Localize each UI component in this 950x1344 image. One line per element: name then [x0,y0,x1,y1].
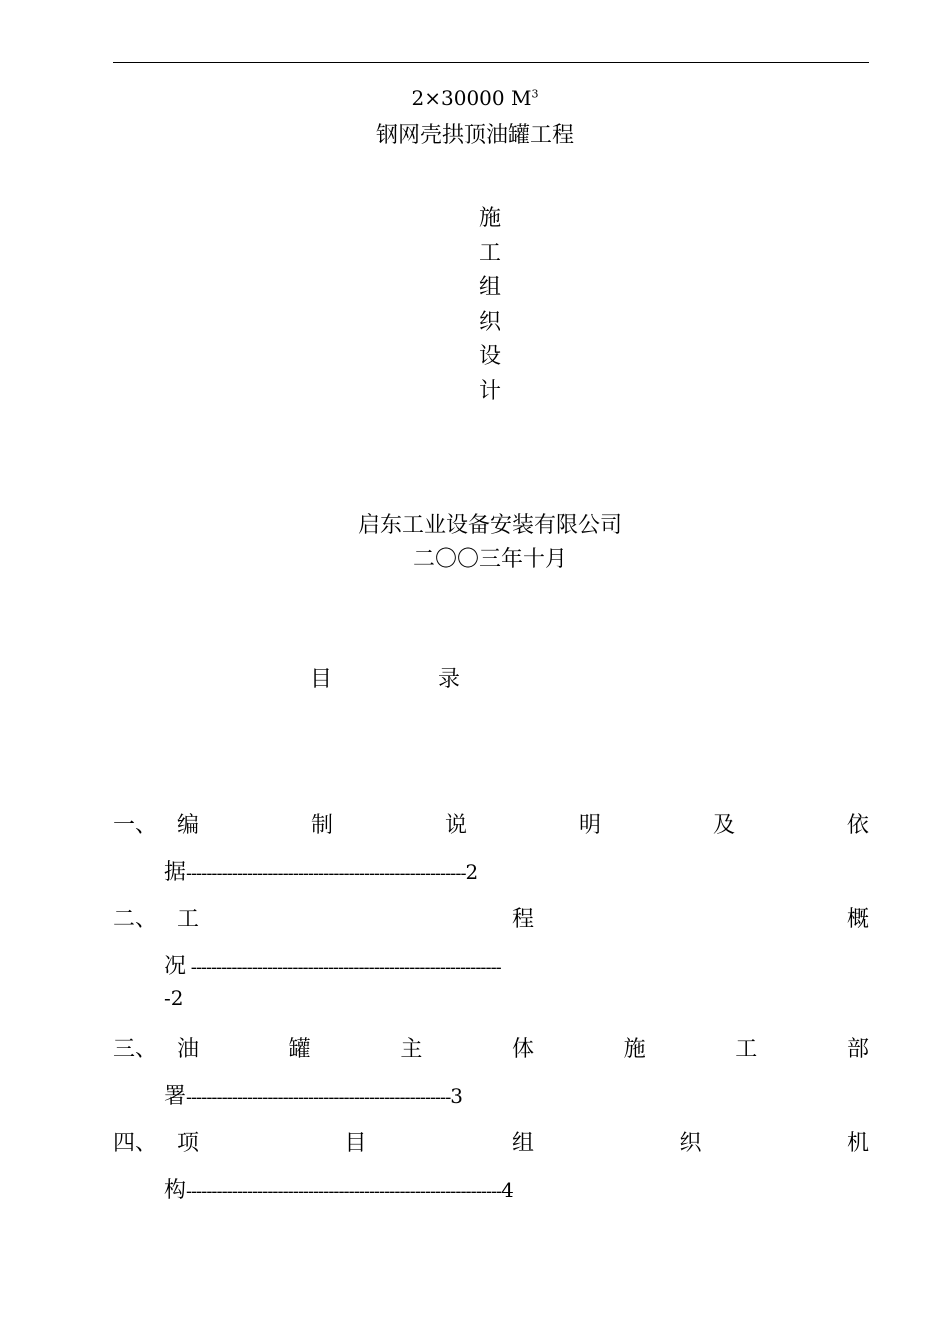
toc-entry-number: 三、 [113,1036,158,1062]
toc-entry-char: 概 [846,906,869,932]
toc-leader: -------------------------------------------------------------- [186,1181,502,1202]
toc-entry-char: 目 [344,1130,367,1156]
toc-leader: ------------------------------------------------------- [186,863,466,884]
toc-entry-1 [113,808,869,838]
toc-entry-char: 主 [400,1036,423,1062]
toc-entry-char: 油 [177,1036,200,1062]
project-title: 钢网壳拱顶油罐工程 [375,123,574,148]
doc-type-char: 工 [478,240,501,266]
toc-entry-char: 体 [511,1036,534,1062]
toc-entry-char: 组 [511,1130,534,1156]
toc-entry-char: 编 [177,812,200,838]
toc-entry-char: 罐 [288,1036,311,1062]
toc-entry-head [113,808,199,839]
toc-entry-4 [113,1126,869,1156]
toc-entry-4-continuation [164,1173,514,1204]
toc-entry-char: 工 [735,1036,758,1062]
toc-entry-char: 织 [679,1130,702,1156]
toc-entry-head [113,1032,199,1063]
toc-entry-cont-char: 据 [164,860,187,885]
toc-entry-number: 一、 [113,812,158,838]
toc-title-char: 目 [310,667,333,692]
toc-entry-char: 及 [712,812,735,838]
toc-leader: ---------------------------------------------------- [186,1087,451,1108]
toc-page-number: 2 [465,860,479,884]
capacity-text: 2×30000 M [411,86,532,110]
capacity-superscript: 3 [531,87,539,101]
toc-page-number: 3 [450,1084,464,1108]
toc-entry-cont-char: 构 [164,1178,187,1203]
header-rule [113,62,869,63]
toc-page-number: -2 [164,986,184,1010]
toc-title-char: 录 [438,667,461,692]
toc-entry-head [113,902,199,933]
toc-entry-char: 程 [511,906,534,932]
toc-entry-char: 依 [846,812,869,838]
toc-entry-char: 项 [177,1130,200,1156]
toc-entry-char: 明 [578,812,601,838]
doc-type-char: 组 [478,275,501,300]
document-type-vertical [474,202,506,409]
toc-entry-2 [113,902,869,932]
toc-entry-char: 说 [444,812,467,838]
toc-page-number: 4 [501,1178,514,1202]
toc-entry-char: 施 [623,1036,646,1062]
toc-entry-number: 二、 [113,906,158,932]
doc-type-char: 织 [478,309,501,335]
toc-entry-char: 部 [846,1036,869,1062]
toc-entry-head [113,1126,199,1157]
toc-leader: ------------------------------------------------------------- [186,957,501,978]
toc-entry-2-continuation [164,949,501,980]
toc-entry-char: 制 [310,812,333,838]
toc-entry-3-continuation [164,1079,463,1110]
company-name: 启东工业设备安装有限公司 [357,513,622,538]
doc-type-char: 施 [478,206,501,231]
capacity-line [0,86,950,110]
doc-type-char: 计 [478,378,501,404]
doc-type-char: 设 [478,344,501,369]
document-date: 二〇〇三年十月 [412,547,567,572]
toc-entry-3 [113,1032,869,1062]
toc-entry-number: 四、 [113,1130,158,1156]
toc-entry-cont-char: 况 [164,954,187,979]
toc-entry-char: 工 [177,906,200,932]
toc-entry-cont-char: 署 [164,1084,187,1109]
toc-entry-char: 机 [846,1130,869,1156]
toc-entry-1-continuation [164,855,478,886]
